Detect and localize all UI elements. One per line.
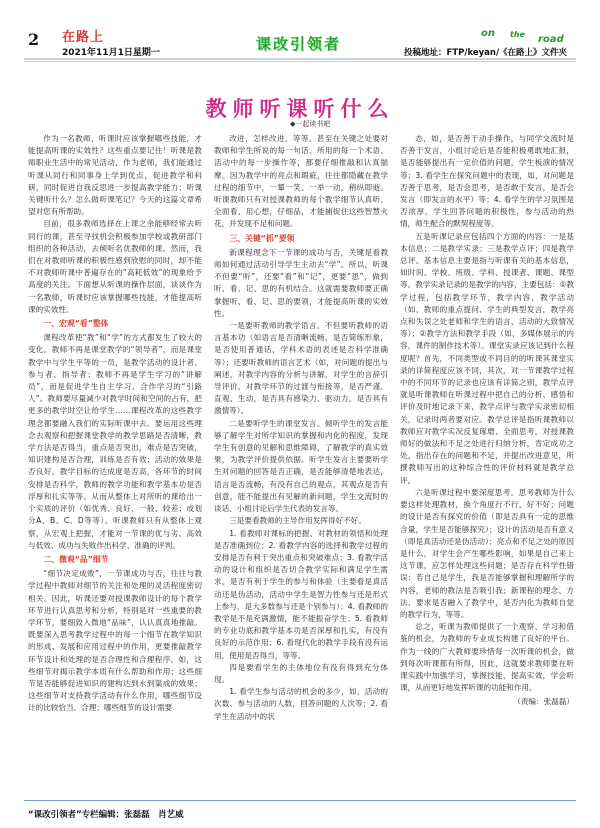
article-author: ◆一起读书吧	[290, 120, 331, 128]
article-column-3	[400, 133, 574, 769]
paragraph: 1. 看学生参与活动的机会的多少，如，活动的次数、参与活动的人数，回答问题的人次等；2. 看学生在活动中的状	[214, 687, 388, 721]
header-divider	[24, 58, 576, 60]
section-heading: 一、宏观“看”整体	[43, 319, 109, 329]
article-title: 教师听课听什么	[205, 97, 395, 121]
footer-editor-line: “课改引领者”专栏编辑：张磊磊 肖艺威	[28, 810, 184, 820]
header-divider-secondary	[24, 61, 576, 62]
brand-word-road: road	[538, 34, 564, 45]
submit-address: 投稿地址：FTP/keyan/《在路上》文件夹	[404, 48, 568, 58]
brand-word-the: the	[510, 30, 525, 39]
paragraph: 六是听课过程中要深度思考。思考教师为什么要这样处理教材，换个角度行不行，好不好；问题的设计是否有探究的价值（即是否具有一定的思维含量，学生是否能够探究）；设计的活动是否有意义（即是真活动还是伪活动）；亮点和不足之处的原因是什么，对学生会产生哪些影响，如果是自己来上这节课，应怎样处理这些问题；是否存在科学性错误；若自己是学生，我是否能够掌握和理解所学的内容，老师的教法是否吸引我；新课程的理念、方法、要求是否融入了教学中，是否内化为教师自觉的教学行为，等等。	[400, 487, 574, 619]
paragraph: 一是要听教师的教学语言。不但要听教师的语言基本功（如语言是否清晰流畅，是否简练形象，是否使用普通话，学科术语的表述是否科学准确等）；还要听教师的语言艺术（如，对问题的提出与阐述，对教学内容的分析与讲解，对学生的言辞引导评价，对教学环节的过渡与衔接等，是否严谨、直观、生动，是否具有感染力、驱动力，是否具有激情等）。	[214, 321, 388, 416]
paragraph: 五是听课记录应包括四个方面的内容：一是基本信息；二是教学实录；三是教学点评；四是教学总评。基本信息主要是指与听课有关的基本信息，如时间、学校、班级、学科、授课者、课题、课型等。教学实录记录的是教学的内容，主要包括：①教学过程，包括教学环节，教学内容，教学活动（如，教师的重点提问、学生的典型发言，教学亮点和失误之处老师和学生的语言、活动的大致情况等）；②教学方法和教学手段（如，多媒体展示的内容，课件的制作技术等）。课堂实录应该记到什么程度呢？首先，不同类型或不同目的的听课其课堂实录的详简程度应该不同，其次，对一节课教学过程中的不同环节的记录也应该有详简之别，教学点评就是听课教师在听课过程中把自己的分析、感悟和评价及时地记录下来，教学点评与教学实录密切相关，记录时两者要对应。教学总评是指听课教师以教师应对教学实况反复琢磨、全面思考，对授课教师好的做法和不足之处进行归纳分析，肯定成功之处，指出存在的问题和不足，并提出改进意见，所撰教师写出的这种综合性的评价材料就是教学总评。	[400, 231, 574, 485]
masthead-logo: 在路上	[62, 30, 105, 45]
paragraph: 二是要听学生的课堂发言。倾听学生的发言能够了解学生对所学知识的掌握和内化的程度，发现学生有创意的见解和思维障碍，了解教学的真实效果，为教学评价提供依据。听学生发言主要要听学生对问题的回答是否正确，是否能够清楚地表达，语言是否流畅，有没有自己的观点，其观点是否有创意，能不能提出有见解的新问题，学生交流时的谈话、小组讨论后学生代表的发言等。	[214, 418, 388, 514]
page-number: 2	[28, 30, 40, 49]
brand-word-on: on	[481, 28, 495, 39]
paragraph: 作为一名教师，听课时应该掌握哪些技能，才能提高听课的实效性？这些重点要记住！听课是教师职业生活中的常见活动，作为老师，我们能通过听课从同行和同事身上学到优点，促进教学和科研，同时促进自我反思进一步提高教学能力；听课关键听什么？怎么做听课笔记？今天的这篇文章希望对您有所帮助。	[28, 134, 202, 217]
paragraph: 课程改革使“教”和“学”的方式都发生了较大的变化。教师不再是课堂教学的“领导者”，而是课堂教学中与学生平等的一员，是教学活动的设计者、参与者、指导者；教师不再是学生学习的“讲解员”，而是促进学生自主学习、合作学习的“引路人”。教师要尽量减少对教学时间和空间的占有，把更多的教学时空让给学生……课程改革的这些教学理念都要融入我们的实际听课中去。要运用这些理念去观察和把握课堂教学的教学思路是否清晰，教学方法是否得当，重点是否突出，难点是否突破，知识建构是否合理，训练是否有效；活动的效果是否良好，教学目标的达成度是否高，各环节的时间安排是否科学，教师的教学功能和教学基本功是否浮厚和扎实等等。从而从整体上对所听的课给出一个实质的评价（如优秀、良好、一般、较差；或划分A、B、C、D等等）。听课教师只有从整体上观察，从宏观上把握，才能对一节课的优与劣、高效与低效、成功与失败作出科学、准确的评判。	[28, 333, 202, 550]
paragraph: 目前，很多教师选择在上课之余能够经常去听同行的课，甚至寻找机会积极参加学校或教研部门组织的各种活动，去倾听名优教师的课。然而，我们在对教师听课的积极性感到欣慰的同时，却不能不对教师听课中普遍存在的“高耗低效”的现象给予高度的关注。下面想从听课的操作层面，谈谈作为一名教师，听课时应该掌握哪些技能，才能提高听课的实效性。	[28, 219, 202, 314]
article-column-1	[28, 133, 202, 769]
footer-divider	[24, 800, 576, 801]
paragraph: 总之，听课为教师提供了一个观察、学习和借鉴的机会，为教师的专业成长构建了良好的平台。作为一线的广大教师要珍惜每一次听课的机会，做到每次听课都有所得，因此，这就要求教师要在听课实践中加强学习，掌握技能，提高实效，学会听课，从而更好地发挥听课的功能和作用。	[400, 622, 574, 693]
paragraph: “细节决定成败”，一节课成功与否，往往与教学过程中教师对细节的关注和处理的灵活程度密切相关。因此，听课还要对授课教师设计的每个教学环节进行认真思考和分析，特别是对一些重要的教学环节，要细致入微地“品味”，认认真真地推敲。既要深入思考教学过程中的每一个细节在教学知识的形成、发展和应用过程中的作用，更要推敲教学环节设计和处理的是否合理性和合理程序。如，这些细节对揭示教学本质有什么帮助和作用；这些细节是否能够促进知识的建构达到水到渠成的效果；这些细节对支持教学活动有什么作用，哪些细节设计的比较恰当、合理；哪些细节的设计需要	[28, 569, 202, 713]
paragraph: 改进，怎样改进，等等。甚至在关键之处要对教师和学生所说的每一句话、所用的每一个术语、活动中的每一步操作等，都要仔细推敲和认真揣摩。因为教学中的亮点和瑕疵，往往都隐藏在教学过程的细节中，一颦一笑、一举一动，稍纵即逝。听课教师只有对授课教师的每个教学细节认真听、全面看、用心想，仔细品，才能捕捉住这些智慧火花，并发现不足和问题。	[214, 134, 388, 229]
column-title: 课改引领者	[256, 35, 342, 53]
paragraph: 四是要看学生的主体地位有没有得到充分体现。	[214, 662, 388, 684]
section-heading: 三、关键“抓”要领	[229, 233, 295, 243]
article-column-2	[214, 133, 388, 769]
paragraph: 1. 看教师对课标的把握、对教材的领悟和处理是否准确到位；2. 看教学内容的选择和教学过程的安排是否有利于突出重点和突破难点；3. 看教学活动的设计和组织是否切合教学实际和满足学生需求，是否有利于学生的参与和体验（主要看是真活动还是伪活动，活动中学生是智力性参与还是形式上参与，是大多数参与还是个别参与）；4. 看教师的教学是不是充满激情，能不能振奋学生；5. 看教师的专业功底和教学基本功是否深厚和扎实，有没有良好的示范作用；6. 看现代化的教学手段有没有运用，使用是否得当，等等。	[214, 528, 388, 660]
paragraph: 三是要看教师的主导作用发挥得好不好。	[229, 516, 366, 526]
section-heading: 二、微观“品”细节	[43, 554, 109, 564]
paragraph: 新课程理念下一节课的成功与否，关键是看教师如何通过活动引导学生主动去“学”。所以，听课不但要“听”，还要“看”和“记”，更要“思”，做到听、看、记、思的有机结合。这就需要教师要正确掌握听、看、记、思的要领，才能提高听课的实效性。	[214, 247, 388, 318]
paragraph: 态，如，是否善于动手操作，与同学交流时是否善于发言，小组讨论后是否能积极勇敢地汇报，是否能够提出有一定价值的问题，学生板演的情况等；3. 看学生在探究问题中的表现，如，对问题是否善于思考，是否会思考，是否敢于发言，是否会发言（即发言的水平）等；4. 看学生的学习氛围是否浓厚，学生回答问题的积极性，参与活动的热情，师生配合的默契程度等。	[400, 134, 574, 229]
editor-byline: （责编：张磊磊）	[513, 697, 574, 707]
issue-date: 2021年11月1日星期一	[62, 48, 160, 58]
page-header	[0, 0, 600, 62]
